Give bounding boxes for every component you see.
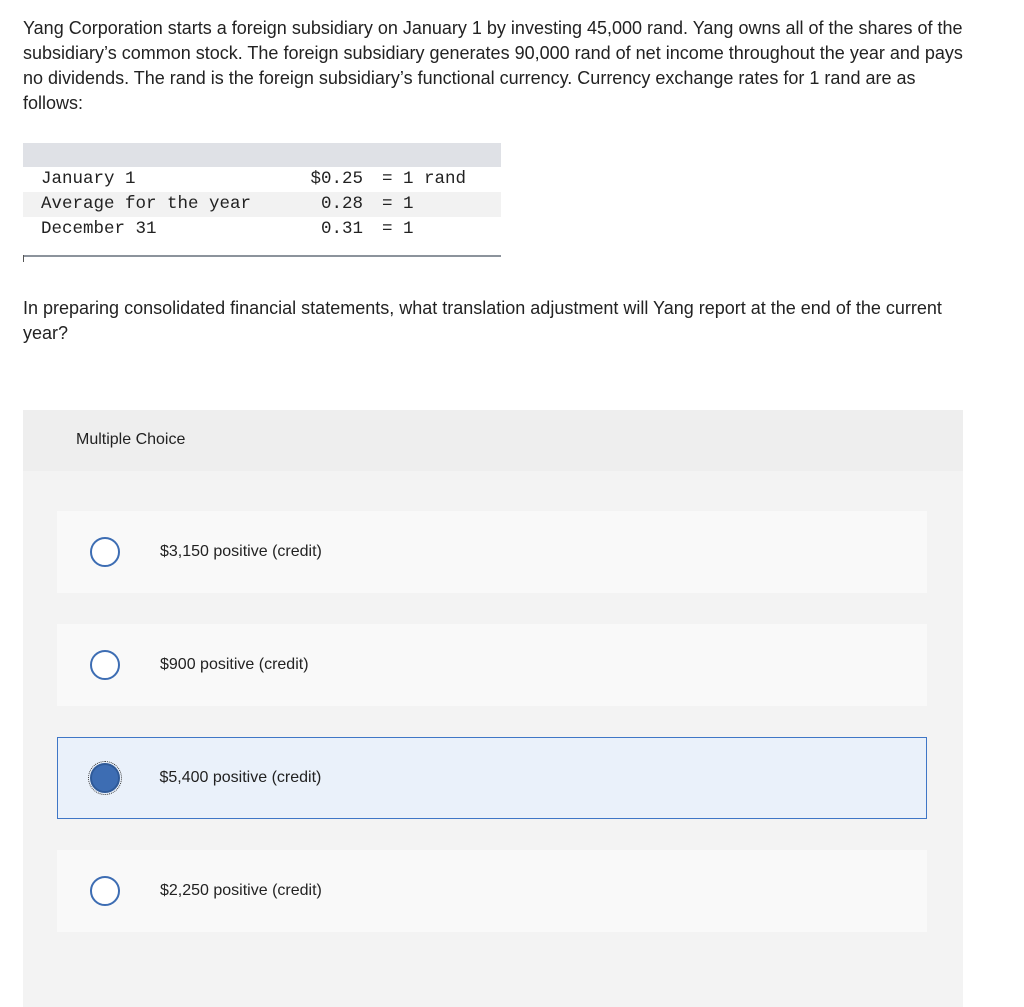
answer-label: $5,400 positive (credit) [159, 768, 322, 786]
table-row [23, 192, 501, 217]
rate-value: 0.28 [320, 194, 363, 214]
rate-value: 0.31 [320, 219, 363, 239]
table-header-band [23, 143, 501, 167]
answer-option-4[interactable] [57, 850, 927, 932]
radio-button-selected[interactable] [90, 763, 120, 793]
rate-unit: = 1 [382, 219, 414, 239]
rate-value: $0.25 [310, 169, 363, 189]
rate-date: Average for the year [41, 194, 252, 214]
rate-unit: = 1 rand [382, 169, 467, 189]
rate-date: January 1 [41, 169, 136, 189]
multiple-choice-title: Multiple Choice [76, 431, 186, 448]
table-bottom-rule [23, 255, 501, 257]
multiple-choice-panel [23, 410, 963, 1007]
table-row [23, 167, 501, 192]
radio-button[interactable] [90, 650, 120, 680]
answer-label: $3,150 positive (credit) [160, 543, 322, 560]
exchange-rate-table [23, 143, 501, 261]
rate-unit: = 1 [382, 194, 414, 214]
answer-option-1[interactable] [57, 511, 927, 593]
answer-label: $2,250 positive (credit) [160, 882, 322, 899]
rate-date: December 31 [41, 219, 157, 239]
prompt-text: In preparing consolidated financial statements, what translation adjustment will Yang report at the end of the current year? [23, 298, 942, 343]
multiple-choice-header [23, 410, 963, 471]
answer-option-3[interactable] [57, 737, 927, 819]
question-text: Yang Corporation starts a foreign subsidiary on January 1 by investing 45,000 rand. Yang owns all of the shares of the subsidiary’s common stock. The foreign subsidiary generates 90,000 rand of net income throughout the year and pays no dividends. The rand is the foreign subsidiary’s functional currency. Currency exchange rates for 1 rand are as follows: [23, 18, 963, 113]
answer-label: $900 positive (credit) [160, 656, 309, 673]
radio-button[interactable] [90, 537, 120, 567]
table-row [23, 217, 501, 242]
radio-button[interactable] [90, 876, 120, 906]
table-corner-tick [23, 255, 24, 262]
answer-option-2[interactable] [57, 624, 927, 706]
